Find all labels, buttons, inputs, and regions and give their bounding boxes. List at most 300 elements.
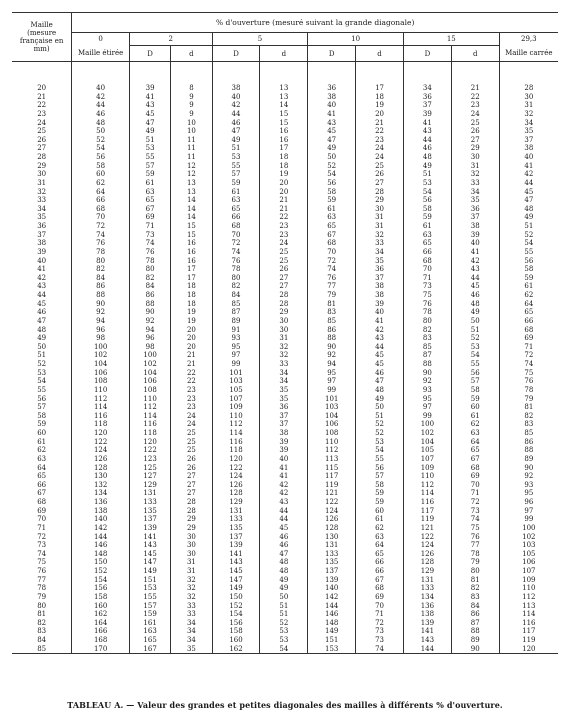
table-cell: 91 xyxy=(212,326,260,335)
table-cell: 51 xyxy=(451,326,499,335)
table-cell: 25 xyxy=(171,429,212,438)
table-cell: 110 xyxy=(129,395,170,404)
table-cell: 131 xyxy=(212,507,260,516)
table-row xyxy=(12,420,558,429)
table-cell: 45 xyxy=(356,351,404,360)
table-cell: 141 xyxy=(129,533,170,542)
table-cell: 149 xyxy=(129,567,170,576)
table-cell: 162 xyxy=(212,645,260,654)
table-cell: 81 xyxy=(37,610,47,619)
table-row xyxy=(12,291,558,300)
table-cell: 35 xyxy=(356,257,404,266)
table-cell: 120 xyxy=(72,429,130,438)
table-cell: 65 xyxy=(356,550,404,559)
table-cell: 122 xyxy=(129,446,170,455)
table-cell: 39 xyxy=(260,438,308,447)
table-cell: 32 xyxy=(260,351,308,360)
table-cell: 65 xyxy=(308,222,356,231)
percent-29-3-header: 29,3 xyxy=(499,33,558,46)
table-cell: 80 xyxy=(212,274,260,283)
table-cell: 43 xyxy=(129,101,170,110)
table-cell: 14 xyxy=(260,101,308,110)
table-cell: 38 xyxy=(308,93,356,102)
table-cell: 102 xyxy=(129,360,170,369)
table-cell: 83 xyxy=(451,593,499,602)
table-cell: 38 xyxy=(451,222,499,231)
table-cell: 87 xyxy=(451,619,499,628)
table-cell: 97 xyxy=(308,377,356,386)
table-cell: 59 xyxy=(308,196,356,205)
table-cell: 113 xyxy=(308,455,356,464)
table-cell: 78 xyxy=(37,584,47,593)
table-cell: 31 xyxy=(356,222,404,231)
table-cell: 47 xyxy=(260,550,308,559)
table-cell: 26 xyxy=(260,265,308,274)
table-cell: 57 xyxy=(212,170,260,179)
table-cell: 88 xyxy=(72,291,130,300)
table-cell: 28 xyxy=(171,498,212,507)
table-cell: 39 xyxy=(260,446,308,455)
table-cell: 25 xyxy=(356,162,404,171)
table-cell: 159 xyxy=(129,610,170,619)
table-cell: 44 xyxy=(212,110,260,119)
table-cell: 49 xyxy=(403,162,451,171)
table-cell: 42 xyxy=(260,481,308,490)
table-cell: 44 xyxy=(356,343,404,352)
table-cell: 45 xyxy=(451,282,499,291)
table-cell: 80 xyxy=(37,601,47,610)
table-cell: 31 xyxy=(171,558,212,567)
table-cell: 106 xyxy=(499,558,558,567)
table-row xyxy=(12,351,558,360)
table-cell: 20 xyxy=(171,326,212,335)
table-cell: 34 xyxy=(37,204,47,213)
table-cell: 69 xyxy=(499,334,558,343)
table-cell: 73 xyxy=(37,541,47,550)
table-cell: 99 xyxy=(499,515,558,524)
table-cell: 18 xyxy=(356,93,404,102)
table-cell: 42 xyxy=(356,326,404,335)
table-cell: 158 xyxy=(72,593,130,602)
table-cell: 84 xyxy=(72,274,130,283)
table-cell: 76 xyxy=(451,533,499,542)
table-cell: 84 xyxy=(212,291,260,300)
table-cell: 71 xyxy=(451,489,499,498)
table-row xyxy=(12,231,558,240)
table-row xyxy=(12,498,558,507)
table-cell: 129 xyxy=(129,481,170,490)
table-cell: 10 xyxy=(171,127,212,136)
table-cell: 146 xyxy=(72,541,130,550)
table-cell: 20 xyxy=(37,84,47,92)
table-cell: 137 xyxy=(308,567,356,576)
table-cell: 60 xyxy=(72,170,130,179)
table-cell: 23 xyxy=(171,403,212,412)
table-cell: 118 xyxy=(72,420,130,429)
table-cell: 134 xyxy=(72,489,130,498)
table-cell: 27 xyxy=(171,472,212,481)
table-cell: 142 xyxy=(72,524,130,533)
table-cell: 24 xyxy=(356,144,404,153)
table-cell: 114 xyxy=(129,412,170,421)
table-cell: 70 xyxy=(403,265,451,274)
table-cell: 139 xyxy=(129,524,170,533)
table-cell: 57 xyxy=(129,162,170,171)
table-cell: 108 xyxy=(129,386,170,395)
table-cell: 92 xyxy=(499,472,558,481)
table-cell: 110 xyxy=(72,386,130,395)
table-cell: 19 xyxy=(356,101,404,110)
table-row xyxy=(12,558,558,567)
table-cell: 121 xyxy=(308,489,356,498)
table-cell: 145 xyxy=(212,567,260,576)
table-row xyxy=(12,248,558,257)
table-cell: 61 xyxy=(129,179,170,188)
table-cell: 151 xyxy=(129,576,170,585)
table-cell: 95 xyxy=(403,395,451,404)
table-cell: 15 xyxy=(260,119,308,128)
table-cell: 59 xyxy=(403,213,451,222)
table-cell: 114 xyxy=(72,403,130,412)
table-cell: 146 xyxy=(308,610,356,619)
table-cell: 99 xyxy=(308,386,356,395)
table-cell: 52 xyxy=(356,420,404,429)
table-cell: 95 xyxy=(499,489,558,498)
table-cell: 12 xyxy=(171,170,212,179)
table-cell: 13 xyxy=(171,188,212,197)
table-cell: 153 xyxy=(308,645,356,654)
table-cell: 48 xyxy=(403,153,451,162)
table-cell: 27 xyxy=(260,274,308,283)
table-cell: 59 xyxy=(37,420,47,429)
table-cell: 61 xyxy=(451,412,499,421)
table-cell: 17 xyxy=(171,265,212,274)
table-cell: 53 xyxy=(37,368,47,377)
table-cell: 63 xyxy=(451,429,499,438)
table-cell: 79 xyxy=(37,592,47,601)
table-cell: 22 xyxy=(451,93,499,102)
table-cell: 57 xyxy=(37,403,47,412)
table-cell: 70 xyxy=(37,515,47,524)
table-cell: 32 xyxy=(260,343,308,352)
table-cell: 21 xyxy=(171,351,212,360)
table-cell: 56 xyxy=(451,369,499,378)
table-cell: 51 xyxy=(403,170,451,179)
table-cell: 40 xyxy=(37,256,47,265)
table-cell: 72 xyxy=(356,619,404,628)
table-row xyxy=(12,127,558,136)
table-cell: 22 xyxy=(260,213,308,222)
table-cell: 160 xyxy=(212,636,260,645)
table-cell: 101 xyxy=(212,369,260,378)
table-row xyxy=(12,464,558,473)
table-cell: 105 xyxy=(499,550,558,559)
table-cell: 65 xyxy=(129,196,170,205)
table-cell: 98 xyxy=(129,343,170,352)
table-cell: 84 xyxy=(129,282,170,291)
table-cell: 30 xyxy=(499,93,558,102)
table-cell: 61 xyxy=(212,188,260,197)
table-cell: 34 xyxy=(171,619,212,628)
table-cell: 51 xyxy=(260,610,308,619)
table-cell: 37 xyxy=(451,213,499,222)
table-cell: 166 xyxy=(72,627,130,636)
table-cell: 133 xyxy=(403,584,451,593)
table-cell: 81 xyxy=(308,300,356,309)
table-cell: 58 xyxy=(451,386,499,395)
table-cell: 34 xyxy=(499,119,558,128)
table-cell: 62 xyxy=(451,420,499,429)
table-cell: 83 xyxy=(499,420,558,429)
table-row xyxy=(12,93,558,102)
table-cell: 49 xyxy=(356,395,404,404)
table-cell: 88 xyxy=(308,334,356,343)
table-cell: 66 xyxy=(356,567,404,576)
table-cell: 83 xyxy=(403,334,451,343)
table-cell: 149 xyxy=(308,627,356,636)
table-cell: 16 xyxy=(260,127,308,136)
table-cell: 34 xyxy=(171,636,212,645)
table-cell: 153 xyxy=(129,584,170,593)
table-cell: 68 xyxy=(451,464,499,473)
table-cell: 49 xyxy=(451,308,499,317)
table-cell: 65 xyxy=(499,308,558,317)
table-cell: 128 xyxy=(403,558,451,567)
table-cell: 51 xyxy=(129,136,170,145)
table-row xyxy=(12,162,558,171)
table-cell: 73 xyxy=(356,627,404,636)
table-cell: 41 xyxy=(308,110,356,119)
table-cell: 53 xyxy=(356,438,404,447)
table-cell: 51 xyxy=(37,351,47,360)
table-cell: 76 xyxy=(72,239,130,248)
table-cell: 56 xyxy=(308,179,356,188)
table-cell: 27 xyxy=(37,144,47,153)
table-row xyxy=(12,179,558,188)
table-cell: 59 xyxy=(499,274,558,283)
table-cell: 45 xyxy=(37,299,47,308)
table-cell: 54 xyxy=(499,239,558,248)
table-cell: 62 xyxy=(37,446,47,455)
table-row xyxy=(12,377,558,386)
table-cell: 163 xyxy=(129,627,170,636)
table-cell: 162 xyxy=(72,610,130,619)
table-cell: 128 xyxy=(308,524,356,533)
table-cell: 140 xyxy=(308,584,356,593)
table-cell: 139 xyxy=(212,541,260,550)
table-cell: 93 xyxy=(212,334,260,343)
table-cell: 144 xyxy=(72,533,130,542)
table-cell: 107 xyxy=(499,567,558,576)
table-cell: 32 xyxy=(171,593,212,602)
table-cell: 44 xyxy=(403,136,451,145)
table-cell: 23 xyxy=(451,101,499,110)
table-cell: 120 xyxy=(129,438,170,447)
table-cell: 105 xyxy=(212,386,260,395)
table-cell: 116 xyxy=(403,498,451,507)
table-cell: 35 xyxy=(37,213,47,222)
table-cell: 87 xyxy=(403,351,451,360)
table-cell: 54 xyxy=(72,144,130,153)
table-cell: 18 xyxy=(260,162,308,171)
table-cell: 79 xyxy=(451,558,499,567)
table-row xyxy=(12,334,558,343)
table-cell: 15 xyxy=(171,222,212,231)
table-cell: 29 xyxy=(37,161,47,170)
table-cell: 32 xyxy=(37,187,47,196)
table-cell: 23 xyxy=(171,395,212,404)
table-cell: 92 xyxy=(308,351,356,360)
table-cell: 66 xyxy=(499,317,558,326)
table-cell: 30 xyxy=(37,170,47,179)
table-cell: 68 xyxy=(37,498,47,506)
table-cell: 140 xyxy=(72,515,130,524)
header-spacer-row xyxy=(12,62,558,85)
table-cell: 64 xyxy=(356,541,404,550)
table-cell: 108 xyxy=(308,429,356,438)
table-cell: 112 xyxy=(499,593,558,602)
table-cell: 82 xyxy=(403,326,451,335)
table-cell: 89 xyxy=(212,317,260,326)
table-cell: 45 xyxy=(499,188,558,197)
table-cell: 18 xyxy=(171,282,212,291)
table-cell: 64 xyxy=(72,188,130,197)
table-cell: 17 xyxy=(356,84,404,93)
table-cell: 35 xyxy=(451,196,499,205)
table-cell: 23 xyxy=(37,109,47,118)
table-cell: 136 xyxy=(403,602,451,611)
table-cell: 100 xyxy=(72,343,130,352)
table-cell: 71 xyxy=(356,610,404,619)
table-cell: 50 xyxy=(72,127,130,136)
table-cell: 131 xyxy=(403,576,451,585)
table-cell: 112 xyxy=(129,403,170,412)
table-cell: 11 xyxy=(171,144,212,153)
table-cell: 110 xyxy=(499,584,558,593)
table-cell: 60 xyxy=(451,403,499,412)
table-cell: 41 xyxy=(260,472,308,481)
table-cell: 55 xyxy=(212,162,260,171)
table-cell: 119 xyxy=(499,636,558,645)
table-cell: 30 xyxy=(171,550,212,559)
table-cell: 70 xyxy=(356,602,404,611)
table-cell: 52 xyxy=(451,334,499,343)
table-cell: 65 xyxy=(37,472,47,481)
table-cell: 90 xyxy=(499,464,558,473)
table-cell: 27 xyxy=(171,481,212,490)
table-cell: 101 xyxy=(308,395,356,404)
table-cell: 118 xyxy=(129,429,170,438)
table-cell: 31 xyxy=(171,567,212,576)
table-cell: 75 xyxy=(403,291,451,300)
table-cell: 144 xyxy=(403,645,451,654)
table-cell: 63 xyxy=(37,454,47,463)
table-cell: 41 xyxy=(129,93,170,102)
table-row xyxy=(12,317,558,326)
table-cell: 15 xyxy=(171,231,212,240)
table-cell: 24 xyxy=(37,118,47,127)
table-cell: 59 xyxy=(356,489,404,498)
table-cell: 9 xyxy=(171,101,212,110)
table-cell: 33 xyxy=(451,179,499,188)
table-cell: 78 xyxy=(403,308,451,317)
table-cell: 168 xyxy=(72,636,130,645)
table-cell: 31 xyxy=(37,178,47,187)
table-cell: 68 xyxy=(212,222,260,231)
table-cell: 22 xyxy=(37,101,47,110)
table-row xyxy=(12,119,558,128)
table-cell: 25 xyxy=(171,438,212,447)
table-cell: 58 xyxy=(308,188,356,197)
table-row xyxy=(12,153,558,162)
table-row xyxy=(12,360,558,369)
table-cell: 119 xyxy=(403,515,451,524)
table-cell: 150 xyxy=(72,558,130,567)
table-row xyxy=(12,308,558,317)
table-cell: 67 xyxy=(308,231,356,240)
table-cell: 104 xyxy=(72,360,130,369)
table-cell: 157 xyxy=(129,602,170,611)
table-cell: 110 xyxy=(308,438,356,447)
table-cell: 102 xyxy=(403,429,451,438)
table-cell: 145 xyxy=(129,550,170,559)
table-cell: 52 xyxy=(308,162,356,171)
table-cell: 116 xyxy=(212,438,260,447)
table-cell: 17 xyxy=(171,274,212,283)
table-cell: 96 xyxy=(129,334,170,343)
table-cell: 68 xyxy=(72,205,130,214)
table-cell: 85 xyxy=(499,429,558,438)
table-cell: 41 xyxy=(499,162,558,171)
table-cell: 80 xyxy=(451,567,499,576)
table-cell: 36 xyxy=(451,205,499,214)
table-cell: 15 xyxy=(260,110,308,119)
table-cell: 105 xyxy=(403,446,451,455)
table-cell: 115 xyxy=(308,464,356,473)
table-cell: 58 xyxy=(403,205,451,214)
table-cell: 133 xyxy=(308,550,356,559)
table-row xyxy=(12,170,558,179)
table-cell: 9 xyxy=(171,110,212,119)
table-cell: 96 xyxy=(72,326,130,335)
table-cell: 160 xyxy=(72,602,130,611)
table-cell: 41 xyxy=(37,265,47,274)
table-row xyxy=(12,196,558,205)
table-cell: 51 xyxy=(212,144,260,153)
table-cell: 27 xyxy=(171,489,212,498)
table-cell: 58 xyxy=(72,162,130,171)
table-cell: 82 xyxy=(451,584,499,593)
table-cell: 76 xyxy=(37,567,47,575)
table-cell: 85 xyxy=(212,300,260,309)
table-cell: 44 xyxy=(499,179,558,188)
table-cell: 80 xyxy=(403,317,451,326)
table-cell: 29 xyxy=(171,524,212,533)
table-cell: 34 xyxy=(403,84,451,93)
table-cell: 27 xyxy=(451,136,499,145)
table-cell: 66 xyxy=(37,480,47,489)
table-cell: 77 xyxy=(37,575,47,584)
table-cell: 58 xyxy=(37,411,47,420)
table-cell: 97 xyxy=(212,351,260,360)
table-cell: 21 xyxy=(171,360,212,369)
table-cell: 31 xyxy=(356,213,404,222)
table-cell: 51 xyxy=(356,412,404,421)
table-cell: 50 xyxy=(260,593,308,602)
table-cell: 23 xyxy=(260,222,308,231)
table-cell: 34 xyxy=(451,188,499,197)
table-cell: 12 xyxy=(171,162,212,171)
